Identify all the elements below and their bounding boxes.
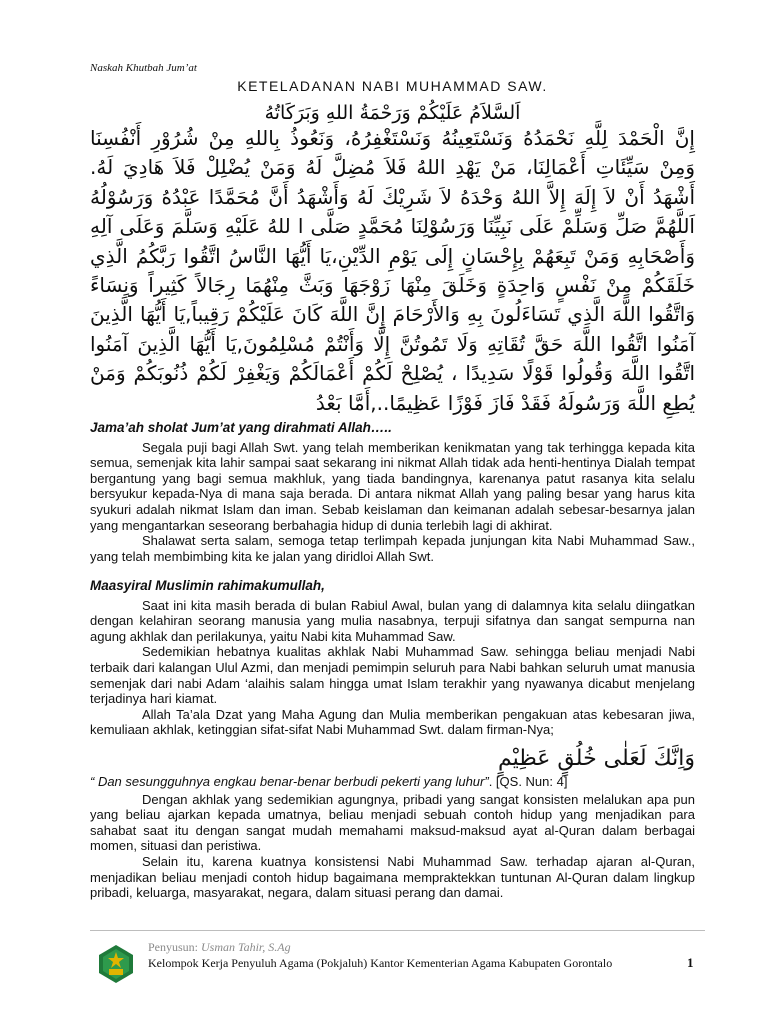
- footer-institution: Kelompok Kerja Penyuluh Agama (Pokjaluh) Kantor Kementerian Agama Kabupaten Gorontalo: [148, 956, 613, 970]
- section-maasyiral: [90, 578, 695, 901]
- verse-reference: . [QS. Nun: 4]: [488, 773, 568, 789]
- arabic-opening-line: خَلَقَكُمْ مِنْ نَفْسٍ وَاحِدَةٍ وَخَلَقَ مِنْهَا زَوْجَهَا وَبَثَّ مِنْهُمَا رِجَالاً كَثِيراً وَنِسَاءً: [90, 273, 695, 298]
- body-paragraph: Allah Ta’ala Dzat yang Maha Agung dan Mulia memberikan pengakuan atas kebesaran jiwa, kemuliaan akhlak, ketinggian sifat-sifat Nabi Muhammad Swt. dalam firman-Nya;: [90, 706, 695, 738]
- arabic-opening-line: اَللَّهُمَّ صَلِّ وَسَلِّمْ عَلَى نَبِيِّنَا وَرَسُوْلِنَا مُحَمَّدٍ صَلَّى ا للهُ عَلَيْهِ وَسَلَّمَ وَعَلَى آلِهِ: [90, 214, 695, 239]
- body-paragraph: Selain itu, karena kuatnya konsistensi Nabi Muhammad Saw. terhadap ajaran al-Quran, menjadikan beliau menjadi contoh hidup bagaimana mempraktekkan tuntunan Al-Quran dalam lingkup pribadi, keluarga, masyarakat, negara, dalam situasi perang dan damai.: [90, 853, 695, 901]
- page-number: 1: [687, 955, 694, 970]
- body-paragraph: Dengan akhlak yang sedemikian agungnya, pribadi yang sangat konsisten melalukan apa pun yang beliau ajarkan kepada umatnya, beliau menjadi sebuah contoh hidup yang menjadikan para sahabat saat itu dengan sangat mudah memahami maksud-maksud ayat al-Quran dalam berbagai momen, situasi dan peristiwa.: [90, 791, 695, 854]
- arabic-opening-line: آمَنُوا اتَّقُوا اللَّهَ حَقَّ تُقَاتِهِ وَلَا تَمُوتُنَّ إِلَّا وَأَنْتُمْ مُسْلِمُونَ,يَا أَيُّهَا الَّذِينَ آمَنُوا: [90, 331, 695, 356]
- arabic-opening-line: وَاتَّقُوا اللَّهَ الَّذِي تَسَاءَلُونَ بِهِ وَالأَرْحَامَ إِنَّ اللَّهَ كَانَ عَلَيْكُمْ رَقِيباً,يَا أَيُّهَا الَّذِينَ: [90, 302, 695, 327]
- footer-author-label: Penyusun:: [148, 940, 202, 954]
- arabic-opening-line: اتَّقُوا اللَّهَ وَقُولُوا قَوْلًا سَدِيدًا ، يُصْلِحْ لَكُمْ أَعْمَالَكُمْ وَيَغْفِرْ لَكُمْ ذُنُوبَكُمْ وَمَنْ: [90, 361, 695, 386]
- arabic-opening-line: يُطِعِ اللَّهَ وَرَسُولَهُ فَقَدْ فَازَ فَوْزًا عَظِيمًا..,أَمَّا بَعْدُ: [315, 390, 695, 415]
- body-paragraph: Saat ini kita masih berada di bulan Rabiul Awal, bulan yang di dalamnya kita selalu diingatkan dengan kelahiran seorang manusia yang mulia nasabnya, terpuji sifatnya dan sangat sempurna nan agung akhlak dan perilakunya, yaitu Nabi kita Muhammad Saw.: [90, 597, 695, 644]
- arabic-opening-line: وَمِنْ سَيِّئَاتِ أَعْمَالِنَا، مَنْ يَهْدِ اللهُ فَلاَ مُضِلَّ لَهُ وَمَنْ يُضْلِلْ فَلاَ هَادِيَ لَهُ.: [90, 155, 695, 180]
- arabic-opening-block: [90, 124, 695, 418]
- document-kicker: Naskah Khutbah Jum’at: [90, 62, 197, 74]
- verse-translation: [90, 774, 695, 790]
- footer-divider: [90, 930, 705, 931]
- kemenag-emblem-icon: [96, 944, 136, 984]
- footer-author-name: Usman Tahir, S.Ag: [201, 940, 291, 954]
- body-paragraph: Shalawat serta salam, semoga tetap terlimpah kepada junjungan kita Nabi Muhammad Saw., yang telah membimbing kita ke jalan yang diridloi Allah Swt.: [90, 533, 695, 564]
- footer-author: [148, 940, 291, 955]
- arabic-salam: اَلسَّلاَمُ عَلَيْكُمْ وَرَحْمَةُ اللهِ وَبَرَكَاتُهُ: [264, 102, 521, 124]
- quran-verse: وَاِنَّكَ لَعَلٰى خُلُقٍ عَظِيْمٍ: [497, 745, 695, 771]
- section-heading: Jama’ah sholat Jum’at yang dirahmati Allah…..: [90, 420, 392, 435]
- arabic-opening-line: وَأَصْحَابِهِ وَمَنْ تَبِعَهُمْ بِإِحْسَانٍ إِلَى يَوْمِ الدِّيْنِ،يَا أَيُّهَا النَّاسُ اتَّقُوا رَبَّكُمُ الَّذِي: [90, 243, 695, 268]
- arabic-opening-line: إِنَّ الْحَمْدَ لِلَّهِ نَحْمَدُهُ وَنَسْتَعِينُهُ وَنَسْتَغْفِرُهُ، وَنَعُوذُ بِاللهِ مِنْ شُرُوْرِ أَنْفُسِنَا: [90, 126, 695, 150]
- body-paragraph: Segala puji bagi Allah Swt. yang telah memberikan kenikmatan yang tak terhingga kepada kita semua, semenjak kita lahir sampai saat sekarang ini nikmat Allah tidak ada henti-hentinya Dialah tempat bergantung yang bagi semua makhluk, yang tiada bandingnya, karenanya patut rasanya kita selalu bersyukur kepada-Nya di mana saja berada. Di antara nikmat Allah yang paling besar yang harus kita syukuri adalah nikmat Islam dan iman. Sebab keislaman dan keimanan adalah sebesar-besarnya jalan yang mengantarkan seseorang berbahagia hidup di dunia terlebih lagi di akhirat.: [90, 439, 695, 533]
- body-paragraph: Sedemikian hebatnya kualitas akhlak Nabi Muhammad Saw. sehingga beliau menjadi Nabi terbaik dari kalangan Ulul Azmi, dan menjadi pemimpin seluruh para Nabi bahkan seluruh umat manusia semenjak dari nabi Adam ‘alaihis salam hingga umat Islam terakhir yang nyawanya dicabut menjelang terjadinya hari kiamat.: [90, 644, 695, 707]
- arabic-opening-line: أَشْهَدُ أَنْ لاَ إِلَهَ إِلاَّ اللهُ وَحْدَهُ لاَ شَرِيْكَ لَهُ وَأَشْهَدُ أَنَّ مُحَمَّدًا عَبْدُهُ وَرَسُوْلُهُ: [90, 184, 695, 209]
- section-jamaah: [90, 420, 695, 564]
- verse-translation-text: “ Dan sesungguhnya engkau benar-benar berbudi pekerti yang luhur”: [90, 773, 489, 789]
- section-heading: Maasyiral Muslimin rahimakumullah,: [90, 578, 325, 593]
- document-title: KETELADANAN NABI MUHAMMAD SAW.: [237, 78, 548, 94]
